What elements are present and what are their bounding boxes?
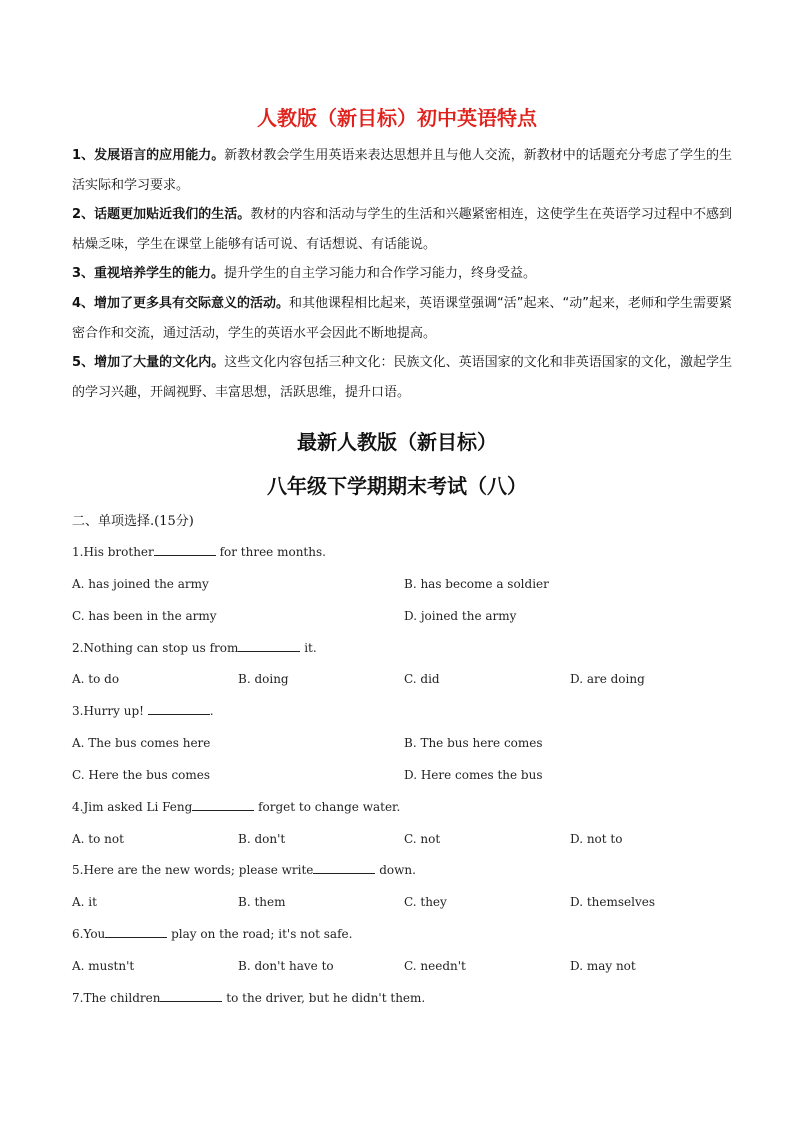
- feature-text: 教材的内容和活动与学生的生活和兴趣紧密相连，这使学生在英语学习过程中不感到枯燥乏味，学生在课堂上能够有话可说、有话想说、有话能说。: [72, 207, 732, 252]
- question-prefix: 4.Jim asked Li Feng: [72, 799, 193, 814]
- option-row: [72, 733, 732, 765]
- question-text: [72, 924, 352, 944]
- feature-lead: 4、增加了更多具有交际意义的活动。: [72, 295, 290, 311]
- answer-option[interactable]: D. not to: [570, 831, 623, 846]
- answer-option[interactable]: B. doing: [238, 672, 289, 687]
- question-prefix: 5.Here are the new words; please write: [72, 863, 314, 878]
- feature-text: 和其他课程相比起来，英语课堂强调“活”起来、“动”起来，老师和学生需要紧密合作和交流，通过活动，学生的英语水平会因此不断地提高。: [72, 295, 732, 341]
- option-row: [72, 574, 732, 606]
- feature-item: [72, 348, 732, 407]
- answer-blank[interactable]: [148, 701, 210, 715]
- question-prefix: 2.Nothing can stop us from: [72, 640, 239, 655]
- feature-item: [72, 141, 732, 200]
- answer-option[interactable]: C. Here the bus comes: [72, 767, 211, 782]
- feature-text: 这些文化内容包括三种文化：民族文化、英语国家的文化和非英语国家的文化，激起学生的学习兴趣，开阔视野、丰富思想，活跃思维，提升口语。: [72, 355, 732, 400]
- answer-option[interactable]: A. The bus comes here: [72, 736, 211, 751]
- answer-blank[interactable]: [154, 542, 216, 556]
- question-text: [72, 542, 326, 562]
- answer-blank[interactable]: [238, 638, 300, 652]
- answer-option[interactable]: A. has joined the army: [72, 576, 209, 591]
- feature-lead: 5、增加了大量的文化内。: [72, 355, 225, 371]
- question-text: [72, 860, 416, 880]
- question-prefix: 7.The children: [72, 990, 161, 1005]
- answer-option[interactable]: A. mustn't: [72, 958, 135, 973]
- answer-option[interactable]: D. themselves: [570, 895, 655, 910]
- question-stem: [72, 638, 732, 670]
- option-row: [72, 669, 732, 701]
- question-stem: [72, 701, 732, 733]
- question-suffix: for three months.: [215, 545, 326, 559]
- answer-blank[interactable]: [105, 924, 167, 938]
- question-suffix: to the driver, but he didn't them.: [222, 990, 426, 1005]
- feature-item: [72, 259, 732, 289]
- features-title: 人教版（新目标）初中英语特点: [257, 106, 537, 130]
- question-list: [72, 542, 732, 1020]
- answer-option[interactable]: C. has been in the army: [72, 608, 217, 623]
- feature-lead: 2、话题更加贴近我们的生活。: [72, 207, 251, 223]
- question-stem: [72, 797, 732, 829]
- question-suffix: forget to change water.: [254, 799, 401, 814]
- option-row: [72, 829, 732, 861]
- question-stem: [72, 542, 732, 574]
- question-suffix: it.: [300, 640, 317, 655]
- question-prefix: 6.You: [72, 927, 106, 942]
- answer-option[interactable]: B. The bus here comes: [404, 736, 543, 751]
- question-text: [72, 988, 425, 1008]
- option-row: [72, 606, 732, 638]
- feature-lead: 1、发展语言的应用能力。: [72, 148, 225, 163]
- question-prefix: 1.His brother: [72, 545, 154, 559]
- answer-option[interactable]: C. not: [404, 831, 441, 846]
- answer-blank[interactable]: [160, 988, 222, 1002]
- exam-title-line2: 八年级下学期期末考试（八）: [267, 474, 527, 498]
- section-heading: 二、单项选择.(15分): [72, 514, 194, 529]
- question-prefix: 3.Hurry up!: [72, 704, 148, 719]
- question-stem: [72, 860, 732, 892]
- feature-item: [72, 289, 732, 348]
- answer-option[interactable]: C. needn't: [404, 958, 466, 973]
- answer-option[interactable]: B. them: [238, 895, 286, 910]
- answer-option[interactable]: A. to do: [72, 672, 120, 687]
- answer-option[interactable]: C. they: [404, 895, 447, 910]
- answer-option[interactable]: C. did: [404, 672, 440, 687]
- features-list: [72, 141, 732, 407]
- question-suffix: play on the road; it's not safe.: [167, 927, 353, 942]
- option-row: [72, 956, 732, 988]
- question-suffix: .: [209, 704, 214, 719]
- option-row: [72, 765, 732, 797]
- question-stem: [72, 924, 732, 956]
- question-text: [72, 638, 317, 658]
- answer-option[interactable]: D. joined the army: [404, 608, 517, 623]
- answer-option[interactable]: A. to not: [72, 831, 124, 846]
- question-stem: [72, 988, 732, 1020]
- question-suffix: down.: [375, 863, 416, 878]
- feature-lead: 3、重视培养学生的能力。: [72, 266, 225, 282]
- answer-option[interactable]: D. Here comes the bus: [404, 767, 543, 782]
- option-row: [72, 892, 732, 924]
- feature-text: 新教材教会学生用英语来表达思想并且与他人交流，新教材中的话题充分考虑了学生的生活实际和学习要求。: [72, 148, 732, 193]
- answer-option[interactable]: B. don't have to: [238, 958, 334, 973]
- answer-option[interactable]: A. it: [72, 895, 97, 910]
- answer-option[interactable]: D. may not: [570, 958, 636, 973]
- question-text: [72, 797, 400, 817]
- answer-blank[interactable]: [313, 860, 375, 874]
- question-text: [72, 701, 214, 721]
- answer-option[interactable]: D. are doing: [570, 672, 645, 687]
- answer-option[interactable]: B. has become a soldier: [404, 576, 549, 591]
- feature-item: [72, 200, 732, 259]
- feature-text: 提升学生的自主学习能力和合作学习能力，终身受益。: [224, 266, 537, 282]
- exam-title-line1: 最新人教版（新目标）: [297, 430, 497, 454]
- answer-option[interactable]: B. don't: [238, 831, 286, 846]
- answer-blank[interactable]: [192, 797, 254, 811]
